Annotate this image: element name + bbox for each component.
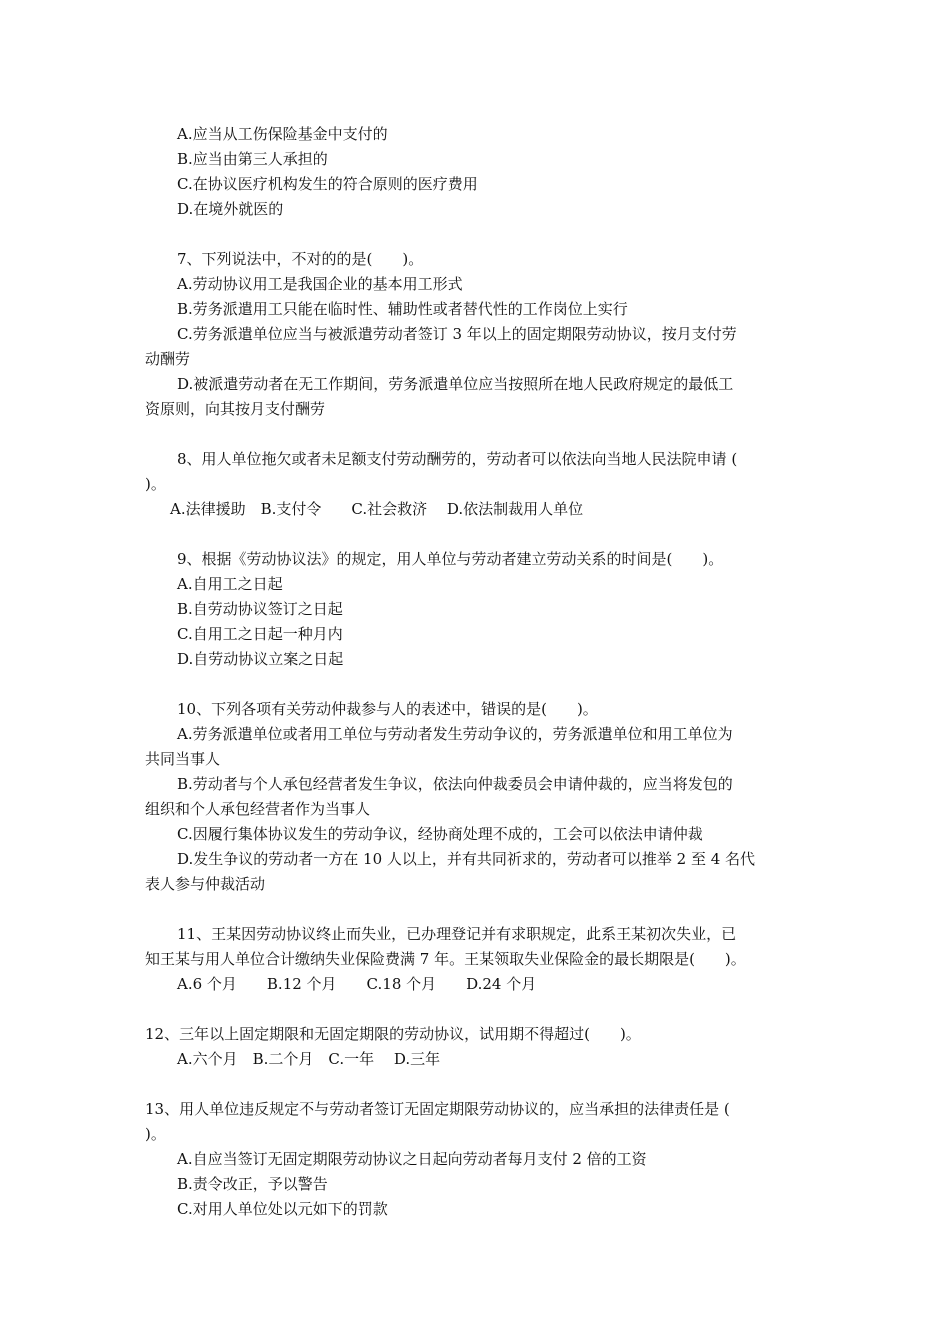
q13-option-b: B.责令改正，予以警告 — [177, 1175, 328, 1193]
spacer — [145, 897, 810, 922]
spacer — [145, 1072, 810, 1097]
spacer — [145, 997, 810, 1022]
q6-option-b: B.应当由第三人承担的 — [177, 150, 328, 168]
spacer — [145, 522, 810, 547]
q8-options: A.法律援助 B.支付令 C.社会救济 D.依法制裁用人单位 — [170, 500, 584, 518]
q7-option-b: B.劳务派遣用工只能在临时性、辅助性或者替代性的工作岗位上实行 — [177, 300, 628, 318]
q10-option-c: C.因履行集体协议发生的劳动争议，经协商处理不成的，工会可以依法申请仲裁 — [177, 825, 703, 843]
spacer — [145, 672, 810, 697]
q7-option-d-line1: D.被派遣劳动者在无工作期间，劳务派遣单位应当按照所在地人民政府规定的最低工 — [177, 375, 734, 393]
question-9 — [145, 547, 810, 672]
q7-option-c-line1: C.劳务派遣单位应当与被派遣劳动者签订 3 年以上的固定期限劳动协议，按月支付劳 — [177, 325, 737, 343]
q7-option-d-line2: 资原则，向其按月支付酬劳 — [145, 400, 326, 418]
q9-option-b: B.自劳动协议签订之日起 — [177, 600, 343, 618]
question-6-options — [145, 122, 810, 222]
question-12 — [145, 1022, 810, 1072]
q9-option-a: A.自用工之日起 — [177, 575, 283, 593]
q7-option-c-line2: 动酬劳 — [145, 350, 191, 368]
q7-stem: 7、下列说法中，不对的的是( )。 — [177, 250, 424, 268]
q13-stem-line1: 13、用人单位违反规定不与劳动者签订无固定期限劳动协议的，应当承担的法律责任是 ( — [145, 1100, 730, 1118]
q10-option-a-line2: 共同当事人 — [145, 750, 221, 768]
question-8 — [145, 447, 810, 522]
q6-option-a: A.应当从工伤保险基金中支付的 — [177, 125, 388, 143]
q13-option-a: A.自应当签订无固定期限劳动协议之日起向劳动者每月支付 2 倍的工资 — [177, 1150, 647, 1168]
spacer — [145, 422, 810, 447]
question-10 — [145, 697, 810, 897]
q10-option-a-line1: A.劳务派遣单位或者用工单位与劳动者发生劳动争议的，劳务派遣单位和用工单位为 — [177, 725, 733, 743]
exam-text — [145, 122, 810, 1222]
question-11 — [145, 922, 810, 997]
question-13 — [145, 1097, 810, 1222]
q7-option-a: A.劳动协议用工是我国企业的基本用工形式 — [177, 275, 463, 293]
q8-stem-line1: 8、用人单位拖欠或者未足额支付劳动酬劳的，劳动者可以依法向当地人民法院申请 ( — [177, 450, 738, 468]
q10-option-d-line1: D.发生争议的劳动者一方在 10 人以上，并有共同祈求的，劳动者可以推举 2 至 4 名代 — [177, 850, 756, 868]
q12-stem: 12、三年以上固定期限和无固定期限的劳动协议，试用期不得超过( )。 — [145, 1025, 641, 1043]
q11-stem-line2: 知王某与用人单位合计缴纳失业保险费满 7 年。王某领取失业保险金的最长期限是( )。 — [145, 950, 746, 968]
q10-option-b-line2: 组织和个人承包经营者作为当事人 — [145, 800, 371, 818]
q6-option-c: C.在协议医疗机构发生的符合原则的医疗费用 — [177, 175, 478, 193]
q11-options: A.6 个月 B.12 个月 C.18 个月 D.24 个月 — [177, 975, 537, 993]
q9-option-c: C.自用工之日起一种月内 — [177, 625, 343, 643]
q10-option-d-line2: 表人参与仲裁活动 — [145, 875, 266, 893]
q10-stem: 10、下列各项有关劳动仲裁参与人的表述中，错误的是( )。 — [177, 700, 598, 718]
question-7 — [145, 247, 810, 422]
q13-stem-line2: )。 — [145, 1125, 166, 1143]
q10-option-b-line1: B.劳动者与个人承包经营者发生争议，依法向仲裁委员会申请仲裁的，应当将发包的 — [177, 775, 733, 793]
q6-option-d: D.在境外就医的 — [177, 200, 284, 218]
q9-option-d: D.自劳动协议立案之日起 — [177, 650, 344, 668]
spacer — [145, 222, 810, 247]
q11-stem-line1: 11、王某因劳动协议终止而失业，已办理登记并有求职规定，此系王某初次失业，已 — [177, 925, 737, 943]
q8-stem-line2: )。 — [145, 475, 166, 493]
q9-stem: 9、根据《劳动协议法》的规定，用人单位与劳动者建立劳动关系的时间是( )。 — [177, 550, 724, 568]
q12-options: A.六个月 B.二个月 C.一年 D.三年 — [177, 1050, 441, 1068]
q13-option-c: C.对用人单位处以元如下的罚款 — [177, 1200, 388, 1218]
